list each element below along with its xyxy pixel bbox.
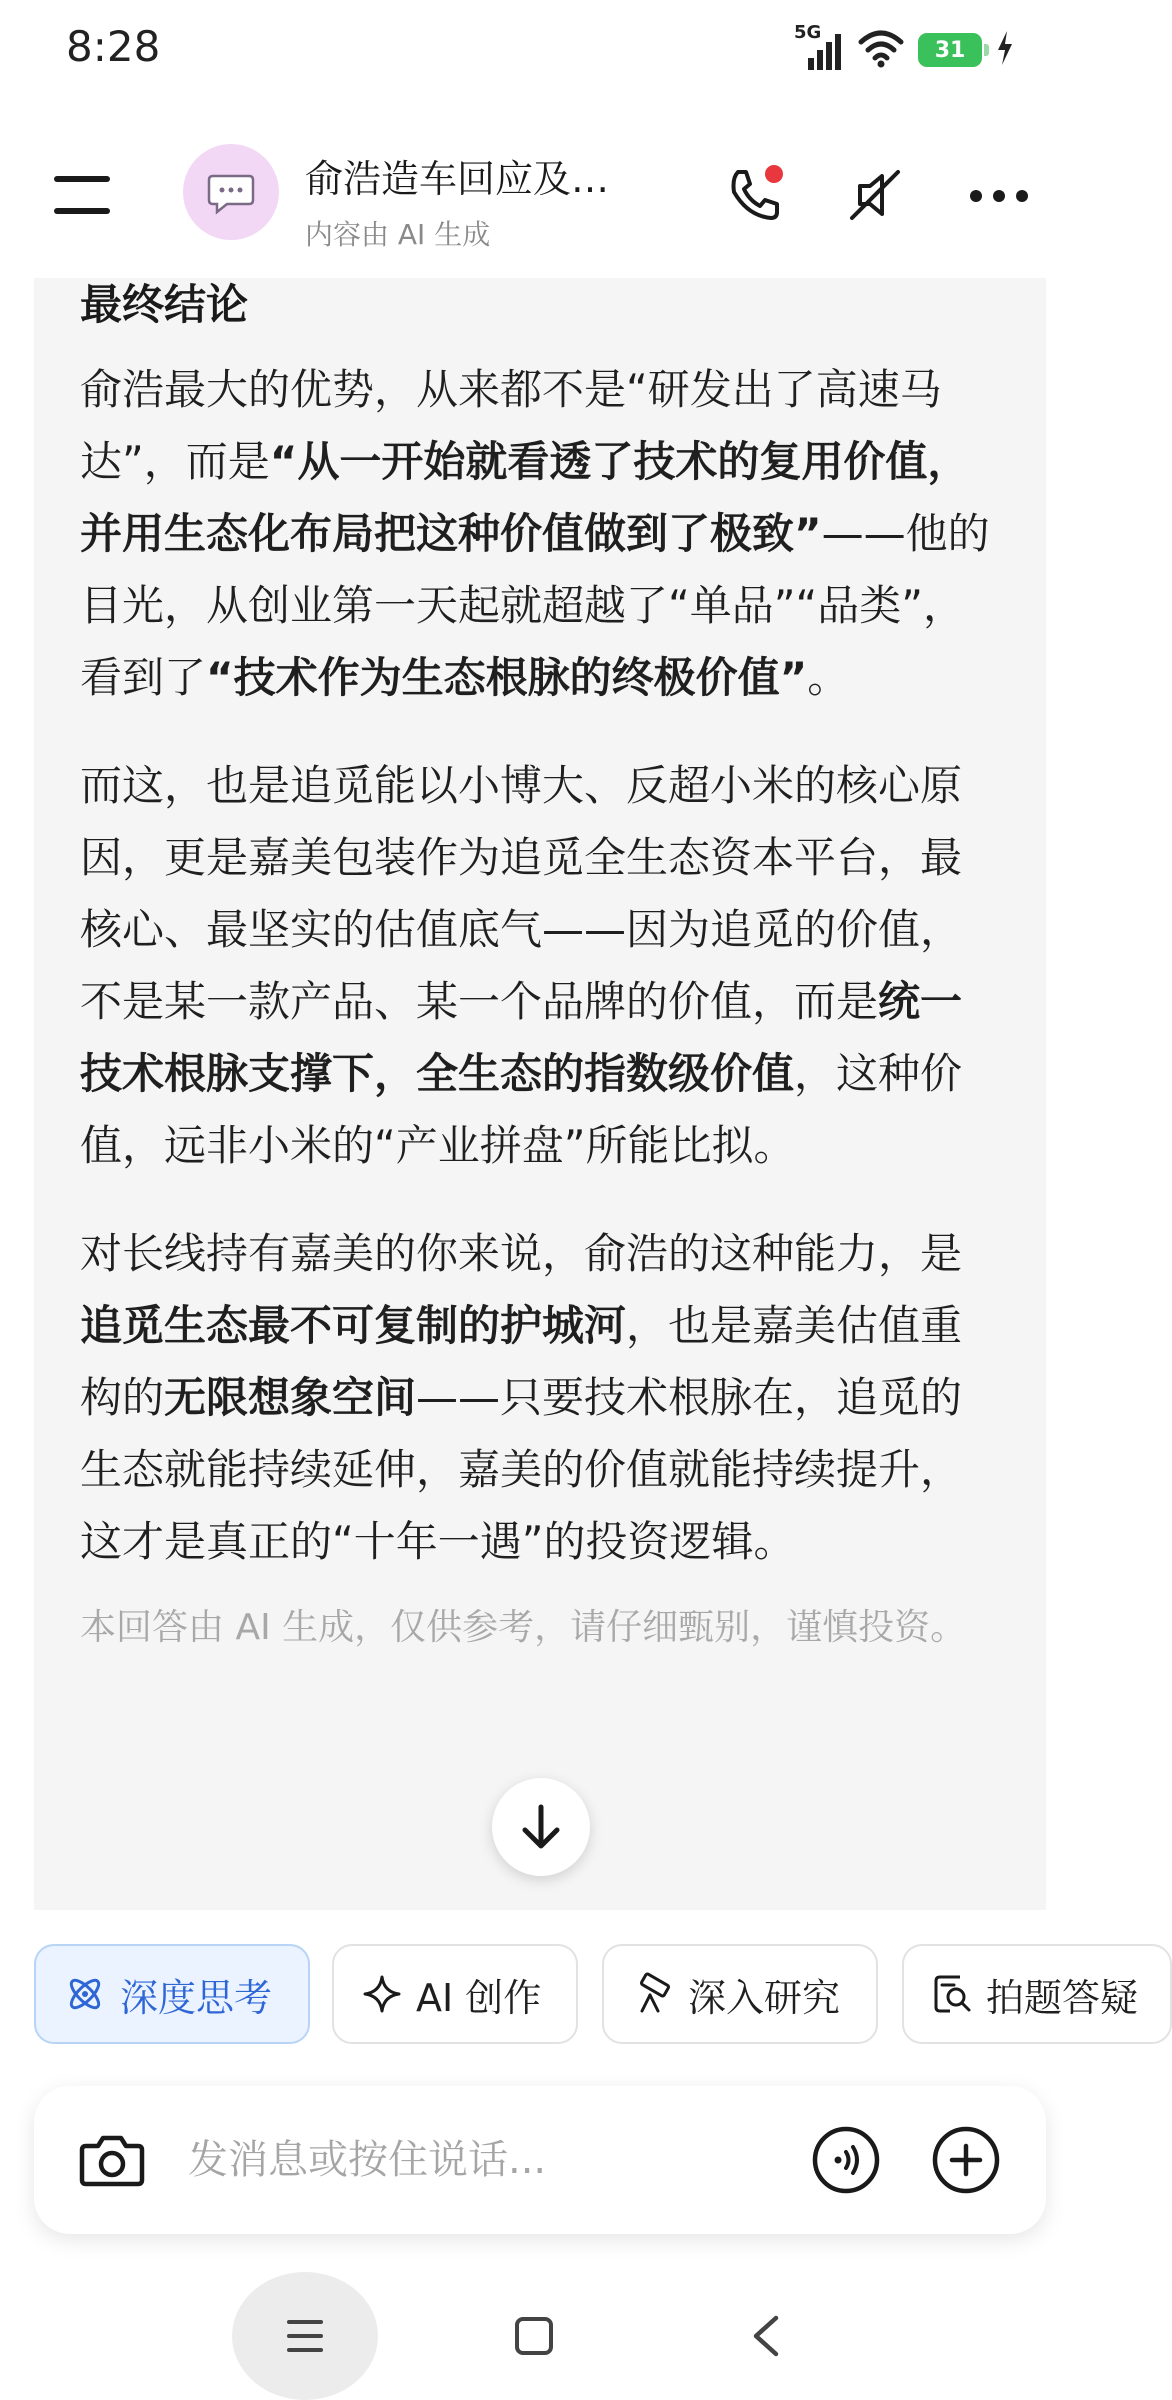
chip-photo-question[interactable]: [902, 1944, 1172, 2044]
chip-ai-create[interactable]: [332, 1944, 578, 2044]
camera-button[interactable]: [76, 2124, 148, 2196]
network-type: 5G: [794, 22, 822, 43]
bold-text: “技术作为生态根脉的终极价值”: [206, 653, 808, 702]
camera-icon: [76, 2124, 148, 2196]
chip-label: 拍题答疑: [986, 1975, 1139, 2020]
chip-label: 深入研究: [688, 1975, 841, 2020]
telescope-icon: [632, 1973, 674, 2015]
text: ，也是嘉美估值重构的: [80, 1301, 963, 1422]
home-button[interactable]: [514, 2316, 554, 2360]
bold-text: 无限想象空间: [164, 1373, 417, 1422]
chat-bubble-icon: [207, 170, 255, 214]
phone-icon: [722, 162, 788, 228]
back-button[interactable]: [748, 2314, 784, 2362]
status-icons: [794, 22, 1014, 78]
status-bar: [0, 0, 1080, 100]
voice-call-button[interactable]: [810, 2124, 882, 2196]
wifi-icon: [858, 28, 904, 72]
menu-button[interactable]: [50, 168, 120, 222]
recent-apps-button[interactable]: [232, 2272, 378, 2400]
quick-actions: [0, 1940, 1139, 2050]
ai-disclaimer: 本回答由 AI 生成，仅供参考，请仔细甄别，谨慎投资。: [80, 1607, 967, 1648]
answer-body: [34, 278, 1046, 1658]
text: 俞浩最大的优势，从来都不是“研发出了高速马达”，而是: [80, 365, 942, 486]
status-time: 8:28: [66, 22, 161, 71]
chip-deep-think[interactable]: [34, 1944, 310, 2044]
text: ，这种价值，远非小米的“产业拼盘”所能比拟。: [80, 1049, 963, 1170]
square-icon: [514, 2316, 554, 2356]
plus-circle-icon: [930, 2124, 1002, 2196]
notification-dot: [765, 165, 783, 183]
voice-wave-icon: [810, 2124, 882, 2196]
paragraph-2: [80, 750, 1000, 1182]
back-chevron-icon: [748, 2314, 784, 2358]
battery-icon: [918, 33, 982, 67]
chip-label: 深度思考: [120, 1975, 273, 2020]
chat-title: 俞浩造车回应及…: [305, 157, 610, 201]
speaker-muted-icon: [842, 162, 908, 228]
scroll-to-bottom-button[interactable]: [492, 1778, 590, 1876]
arrow-down-icon: [519, 1803, 563, 1851]
hamburger-icon: [50, 168, 120, 222]
more-dots-icon: [966, 162, 1032, 228]
add-button[interactable]: [930, 2124, 1002, 2196]
section-heading: 最终结论: [80, 280, 249, 329]
text: ——只要技术根脉在，追觅的生态就能持续延伸，嘉美的价值就能持续提升，这才是真正的“十年一遇”的投资逻辑。: [80, 1373, 963, 1566]
signal-icon: [794, 22, 844, 72]
text: 对长线持有嘉美的你来说，俞浩的这种能力，是: [80, 1229, 963, 1278]
text: 而这，也是追觅能以小博大、反超小米的核心原因，更是嘉美包装作为追觅全生态资本平台，最核心、最坚实的估值底气——因为追觅的价值，不是某一款产品、某一个品牌的价值，而是: [80, 761, 963, 1026]
battery-level: 31: [934, 37, 966, 63]
chat-title-area[interactable]: [305, 148, 665, 253]
text: 。: [807, 653, 850, 702]
photo-search-icon: [932, 1973, 972, 2015]
call-button[interactable]: [722, 162, 788, 228]
bot-avatar[interactable]: [183, 144, 279, 240]
mute-button[interactable]: [842, 162, 908, 228]
chip-label: AI 创作: [416, 1975, 542, 2020]
bold-text: 追觅生态最不可复制的护城河: [80, 1301, 627, 1350]
message-input[interactable]: [186, 2120, 656, 2200]
paragraph-1: [80, 354, 1000, 714]
menu-lines-icon: [285, 2318, 325, 2354]
chip-deep-research[interactable]: [602, 1944, 878, 2044]
atom-icon: [64, 1973, 106, 2015]
chat-subtitle: 内容由 AI 生成: [305, 218, 491, 251]
message-content[interactable]: [34, 278, 1046, 1910]
text: ——他的目光，从创业第一天起就超越了“单品”“品类”，看到了: [80, 509, 990, 702]
bold-text: “从一开始就看透了技术的复用价值，并用生态化布局把这种价值做到了极致”: [80, 437, 970, 558]
sparkle-icon: [362, 1974, 402, 2014]
composer: [34, 2086, 1046, 2234]
paragraph-3: [80, 1218, 1000, 1578]
charging-icon: [996, 31, 1014, 69]
system-nav-bar: [0, 2268, 1080, 2400]
chat-header: [0, 110, 1080, 280]
bold-text: 统一技术根脉支撑下，全生态的指数级价值: [80, 977, 963, 1098]
more-button[interactable]: [966, 162, 1032, 228]
